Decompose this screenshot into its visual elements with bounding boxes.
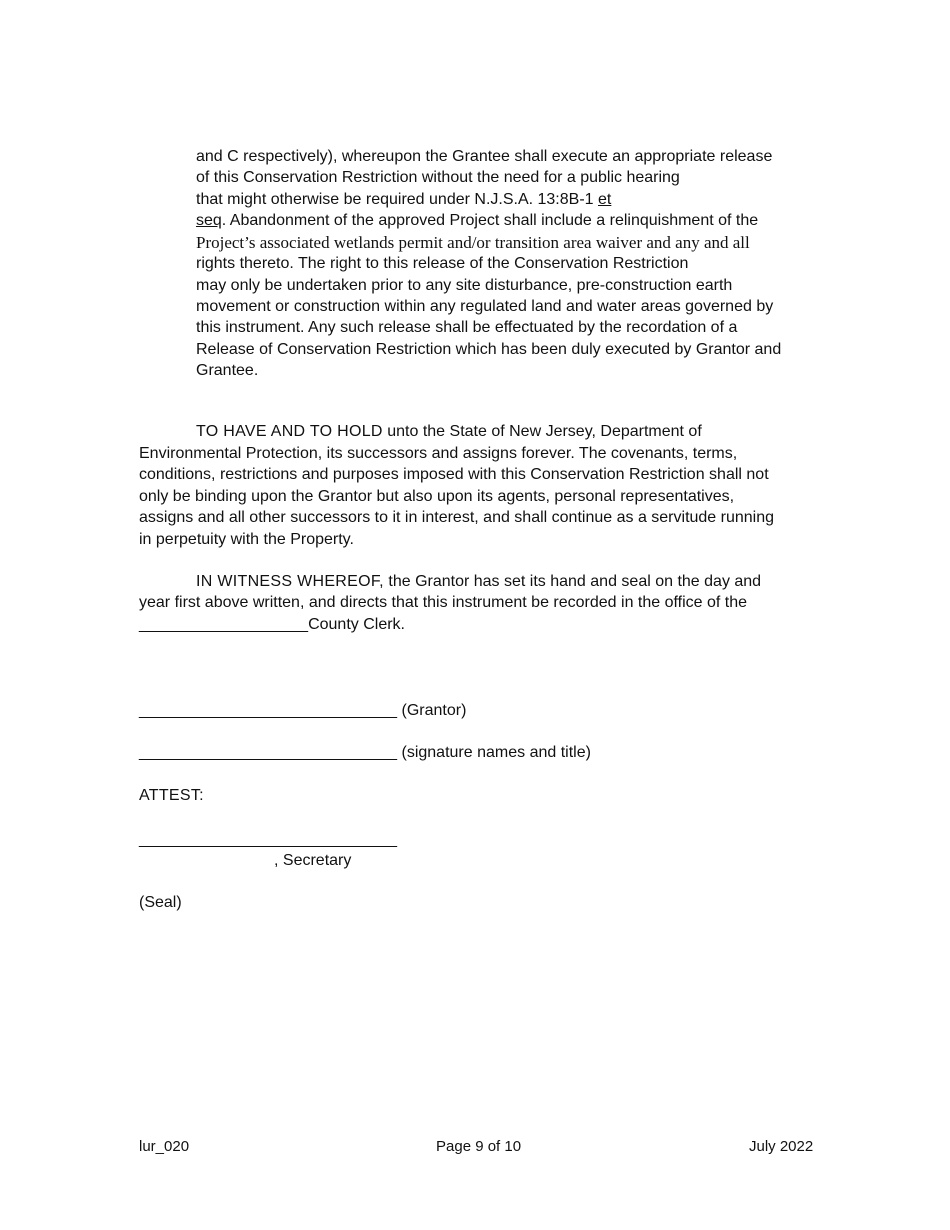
footer-date: July 2022: [749, 1138, 814, 1155]
release-line-5: Project’s associated wetlands permit and/or transition area waiver and any and all: [196, 233, 750, 252]
attest-signature-line: _____________________________: [139, 831, 398, 848]
witness-line-3: ___________________County Clerk.: [139, 616, 405, 633]
witness-line-2: year first above written, and directs that this instrument be recorded in the office of the: [139, 594, 748, 611]
footer-form-id: lur_020: [139, 1138, 190, 1155]
habendum-line-2: Environmental Protection, its successors and assigns forever. The covenants, terms,: [139, 445, 738, 462]
release-line-4-text: . Abandonment of the approved Project shall include a relinquishment of the: [221, 212, 759, 229]
footer-page-number: Page 9 of 10: [436, 1138, 522, 1155]
release-line-1: and C respectively), whereupon the Grantee shall execute an appropriate release: [196, 148, 773, 165]
habendum-line-6: in perpetuity with the Property.: [139, 531, 354, 548]
release-line-9: this instrument. Any such release shall be effectuated by the recordation of a: [196, 319, 738, 336]
grantor-signature-line: _____________________________ (Grantor): [139, 702, 467, 719]
witness-line-1: [196, 571, 761, 592]
release-line-10: Release of Conservation Restriction which has been duly executed by Grantor and: [196, 341, 782, 358]
habendum-line-1: [196, 421, 702, 442]
habendum-line-4: only be binding upon the Grantor but also upon its agents, personal representatives,: [139, 488, 735, 505]
habendum-line-5: assigns and all other successors to it in interest, and shall continue as a servitude running: [139, 509, 775, 526]
habendum-line-3: conditions, restrictions and purposes imposed with this Conservation Restriction shall not: [139, 466, 769, 483]
et-underlined: et: [598, 191, 612, 208]
release-line-3-text: that might otherwise be required under N.J.S.A. 13:8B-1: [196, 191, 598, 208]
attest-label: ATTEST:: [139, 787, 204, 804]
signature-names-line: _____________________________ (signature names and title): [139, 744, 591, 761]
release-line-8: movement or construction within any regulated land and water areas governed by: [196, 298, 774, 315]
habendum-line-1-text: unto the State of New Jersey, Department of: [382, 423, 702, 440]
release-line-6: rights thereto. The right to this release of the Conservation Restriction: [196, 255, 689, 272]
seal-label: (Seal): [139, 894, 182, 911]
release-line-3: [196, 189, 611, 210]
release-line-2: of this Conservation Restriction without the need for a public hearing: [196, 169, 680, 186]
release-line-4: [196, 210, 758, 231]
release-line-11: Grantee.: [196, 362, 259, 379]
secretary-label: , Secretary: [274, 852, 352, 869]
witness-heading: IN WITNESS WHEREOF,: [196, 573, 384, 590]
witness-line-1-text: the Grantor has set its hand and seal on the day and: [383, 573, 762, 590]
seq-underlined: seq: [196, 212, 222, 229]
release-line-7: may only be undertaken prior to any site disturbance, pre-construction earth: [196, 277, 733, 294]
habendum-heading: TO HAVE AND TO HOLD: [196, 423, 383, 440]
